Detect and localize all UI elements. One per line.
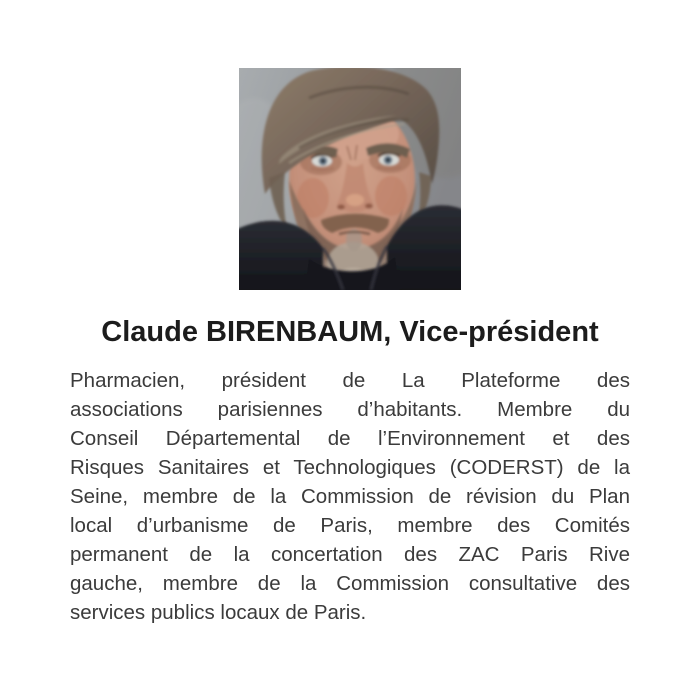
bio-line: associations parisiennes d’habitants. Membre du [70, 398, 630, 421]
portrait-photo [239, 68, 461, 290]
bio-line: Seine, membre de la Commission de révision du Plan [70, 485, 630, 508]
bio-line: Pharmacien, président de La Plateforme des [70, 369, 630, 392]
portrait-photo-illustration [239, 68, 461, 290]
bio-line: services publics locaux de Paris. [70, 601, 367, 624]
bio-line: gauche, membre de la Commission consultative des [70, 572, 630, 595]
profile-name-title: Claude BIRENBAUM, Vice-président [101, 316, 599, 348]
bio-line: Risques Sanitaires et Technologiques (CODERST) de la [70, 456, 630, 479]
profile-bio [70, 366, 630, 627]
bio-line: Conseil Départemental de l’Environnement et des [70, 427, 630, 450]
bio-line: permanent de la concertation des ZAC Paris Rive [70, 543, 630, 566]
bio-line: local d’urbanisme de Paris, membre des Comités [70, 514, 630, 537]
